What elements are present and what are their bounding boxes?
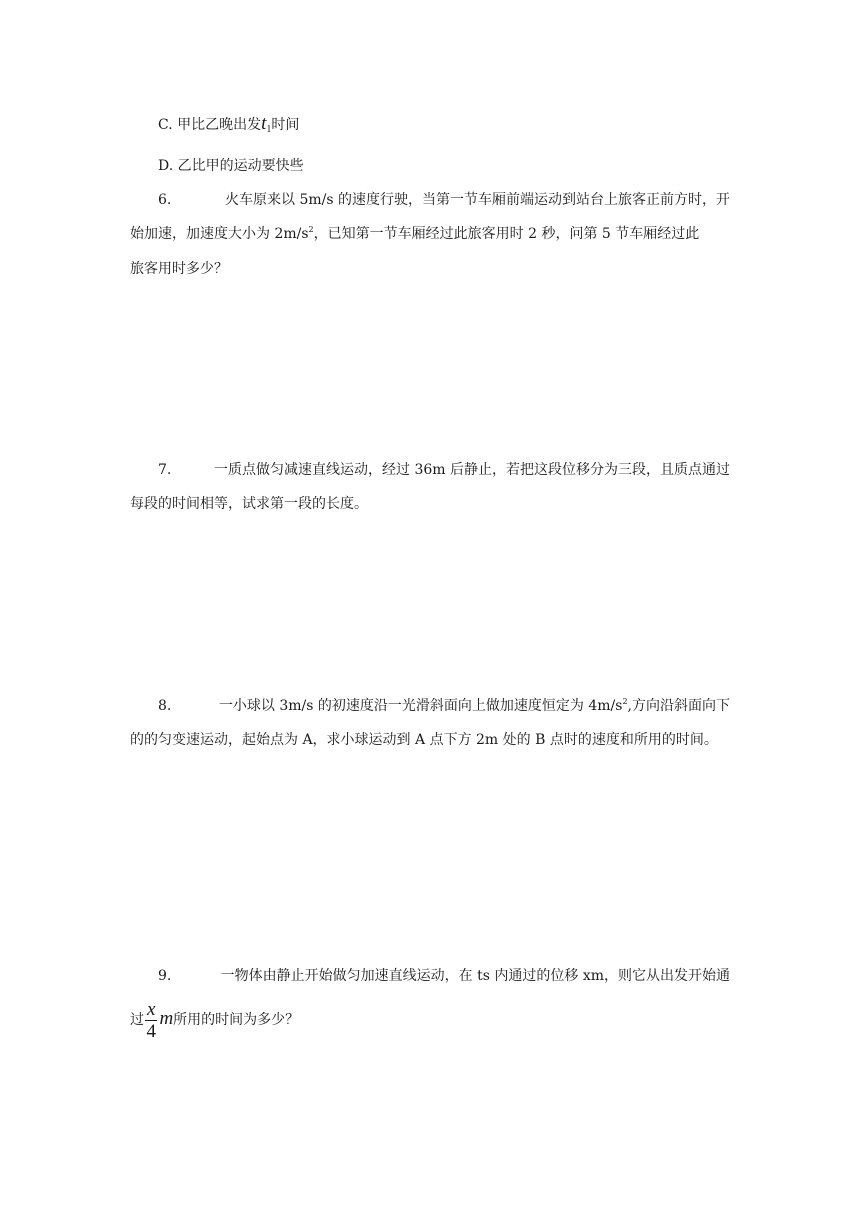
- question-9-text-1: 一物体由静止开始做匀加速直线运动，在 ts 内通过的位移 xm，则它从出发开始通: [220, 968, 730, 984]
- fraction-x-over-4: $\frac{x}{4}$: [146, 998, 156, 1042]
- question-6-number: 6.: [158, 192, 172, 208]
- question-6-line-1: [158, 190, 730, 210]
- question-8-text-1: 一小球以 3m/s 的初速度沿一光滑斜面向上做加速度恒定为 $4m/s^2$,方向沿斜面向下: [218, 697, 730, 714]
- option-c-variable: $t_1$: [261, 113, 272, 135]
- question-8-line-2: 的的匀变速运动，起始点为 A，求小球运动到 A 点下方 2m 处的 B 点时的速度和所用的时间。: [130, 732, 718, 748]
- question-6-text-1: 火车原来以 5m/s 的速度行驶，当第一节车厢前端运动到站台上旅客正前方时，开: [225, 192, 730, 208]
- question-6-line-2: 始加速，加速度大小为 $2m/s^2$，已知第一节车厢经过此旅客用时 2 秒，问第 5 节车厢经过此: [130, 225, 700, 242]
- question-7-text-1: 一质点做匀减速直线运动，经过 36m 后静止，若把这段位移分为三段，且质点通过: [214, 462, 730, 478]
- question-8-number: 8.: [158, 698, 172, 714]
- option-c-suffix: 时间: [271, 117, 300, 133]
- question-7-line-1: [158, 460, 730, 480]
- question-6-line-3: 旅客用时多少？: [130, 261, 228, 277]
- unit-m: m: [159, 1008, 174, 1029]
- question-7-line-2: 每段的时间相等，试求第一段的长度。: [130, 496, 368, 512]
- option-d: [158, 156, 304, 176]
- option-c-text: C. 甲比乙晚出发: [158, 117, 262, 133]
- question-8-line-1: [158, 696, 730, 716]
- question-9-line-2: 过 $\frac{x}{4}$ m所用的时间为多少？: [130, 998, 300, 1042]
- option-d-text: D. 乙比甲的运动要快些: [158, 158, 304, 174]
- question-7-number: 7.: [158, 462, 172, 478]
- question-9-number: 9.: [158, 968, 172, 984]
- option-c: [158, 114, 299, 140]
- question-9-line-1: [158, 966, 730, 986]
